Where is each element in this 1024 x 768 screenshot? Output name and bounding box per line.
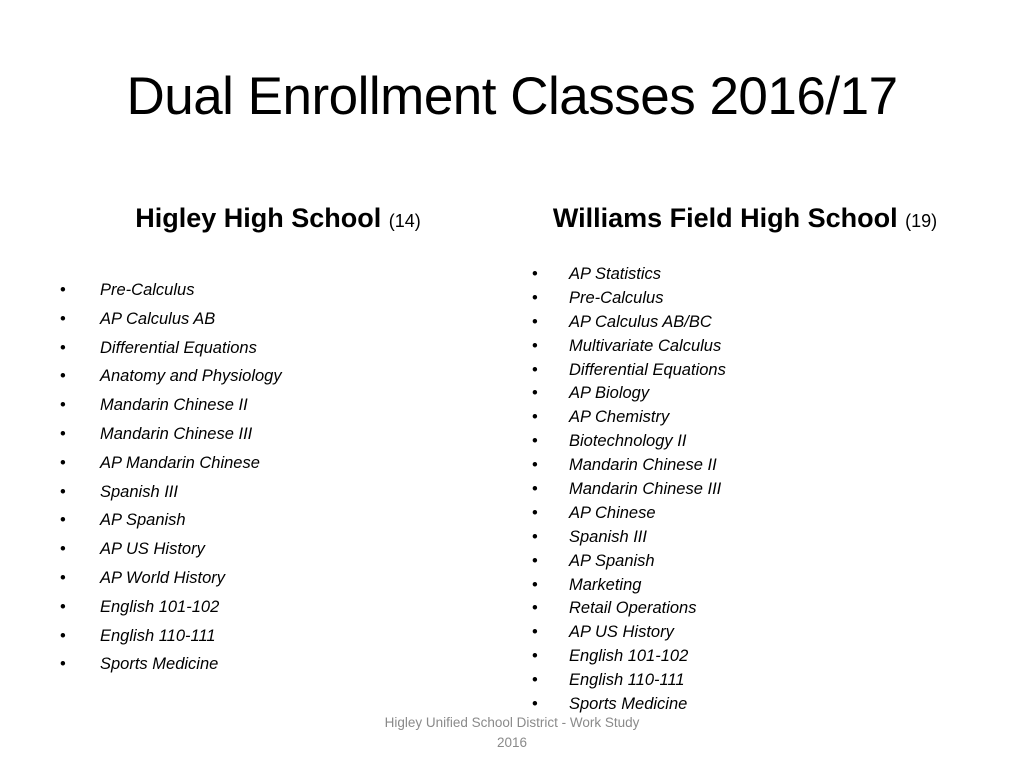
class-name: Multivariate Calculus	[569, 336, 722, 355]
list-item	[60, 564, 282, 593]
list-item	[60, 334, 282, 363]
slide-footer	[352, 713, 672, 753]
bullet-icon: •	[60, 281, 66, 299]
class-name: AP Calculus AB	[100, 309, 216, 328]
bullet-icon: •	[532, 408, 538, 427]
class-name: English 101-102	[569, 647, 689, 666]
bullet-icon: •	[60, 568, 66, 587]
class-name: Differential Equations	[100, 338, 257, 357]
class-name: AP US History	[569, 623, 674, 642]
class-name: English 110-111	[100, 626, 216, 645]
list-item	[532, 574, 726, 598]
bullet-icon: •	[60, 424, 66, 443]
class-name: English 101-102	[100, 597, 220, 616]
class-name: Pre-Calculus	[100, 281, 195, 299]
bullet-icon: •	[532, 503, 538, 522]
bullet-icon: •	[60, 453, 66, 472]
bullet-icon: •	[60, 338, 66, 357]
bullet-icon: •	[60, 309, 66, 328]
class-name: AP Calculus AB/BC	[569, 312, 712, 331]
list-item	[532, 597, 726, 621]
bullet-icon: •	[60, 396, 66, 415]
higley-high-school-heading	[78, 198, 478, 241]
list-item	[60, 535, 282, 564]
bullet-icon: •	[532, 551, 538, 570]
class-name: Mandarin Chinese II	[569, 456, 717, 475]
list-item	[60, 593, 282, 622]
list-item	[60, 650, 282, 679]
class-name: Mandarin Chinese III	[100, 424, 253, 443]
class-name: Anatomy and Physiology	[100, 367, 282, 386]
bullet-icon: •	[532, 527, 538, 546]
bullet-icon: •	[532, 623, 538, 642]
bullet-icon: •	[532, 265, 538, 283]
class-name: Spanish III	[569, 527, 647, 546]
class-count: (14)	[388, 211, 421, 231]
bullet-icon: •	[60, 655, 66, 674]
list-item	[532, 311, 726, 335]
class-name: Differential Equations	[569, 360, 726, 379]
slide-title: Dual Enrollment Classes 2016/17	[126, 67, 898, 126]
list-item	[60, 391, 282, 420]
bullet-icon: •	[60, 597, 66, 616]
bullet-icon: •	[532, 288, 538, 307]
bullet-icon: •	[532, 312, 538, 331]
class-name: Mandarin Chinese III	[569, 480, 722, 499]
class-name: English 110-111	[569, 671, 685, 690]
class-name: Sports Medicine	[100, 655, 219, 674]
list-item	[532, 263, 726, 287]
list-item	[532, 430, 726, 454]
school-name: Williams Field High School	[552, 203, 898, 233]
list-item	[60, 449, 282, 478]
bullet-icon: •	[532, 360, 538, 379]
class-name: AP Mandarin Chinese	[100, 453, 260, 472]
list-item	[532, 621, 726, 645]
list-item	[60, 622, 282, 651]
bullet-icon: •	[532, 575, 538, 594]
class-name: Sports Medicine	[569, 695, 688, 714]
class-name: Mandarin Chinese II	[100, 396, 248, 415]
class-name: AP Spanish	[569, 551, 655, 570]
school-name: Higley High School	[135, 203, 382, 233]
bullet-icon: •	[532, 456, 538, 475]
class-name: Marketing	[569, 575, 642, 594]
footer-line: 2016	[496, 735, 528, 750]
list-item	[60, 420, 282, 449]
bullet-icon: •	[532, 336, 538, 355]
williams-field-class-list	[532, 263, 726, 717]
class-name: AP Chemistry	[569, 408, 670, 427]
class-name: Biotechnology II	[569, 432, 687, 451]
bullet-icon: •	[532, 432, 538, 451]
bullet-icon: •	[60, 482, 66, 501]
bullet-icon: •	[532, 480, 538, 499]
higley-class-list	[60, 276, 282, 679]
list-item	[532, 645, 726, 669]
list-item	[60, 506, 282, 535]
bullet-icon: •	[532, 647, 538, 666]
bullet-icon: •	[60, 626, 66, 645]
list-item	[60, 362, 282, 391]
class-name: Retail Operations	[569, 599, 697, 618]
footer-line: Higley Unified School District - Work Study	[384, 715, 640, 730]
list-item	[532, 382, 726, 406]
class-name: AP World History	[100, 568, 225, 587]
class-name: AP Spanish	[100, 511, 186, 530]
class-name: AP US History	[100, 540, 205, 559]
list-item	[532, 550, 726, 574]
list-item	[532, 478, 726, 502]
class-name: AP Statistics	[569, 265, 661, 283]
bullet-icon: •	[60, 367, 66, 386]
list-item	[532, 335, 726, 359]
class-name: AP Biology	[569, 384, 650, 403]
list-item	[532, 287, 726, 311]
list-item	[532, 526, 726, 550]
list-item	[60, 478, 282, 507]
class-name: AP Chinese	[569, 503, 656, 522]
list-item	[532, 359, 726, 383]
class-name: Spanish III	[100, 482, 178, 501]
bullet-icon: •	[532, 599, 538, 618]
bullet-icon: •	[532, 695, 538, 714]
class-count: (19)	[905, 211, 938, 231]
list-item	[60, 276, 282, 305]
list-item	[532, 454, 726, 478]
list-item	[60, 305, 282, 334]
bullet-icon: •	[532, 384, 538, 403]
bullet-icon: •	[60, 511, 66, 530]
bullet-icon: •	[60, 540, 66, 559]
list-item	[532, 502, 726, 526]
williams-field-high-school-heading	[500, 198, 990, 241]
list-item	[532, 406, 726, 430]
class-name: Pre-Calculus	[569, 288, 664, 307]
list-item	[532, 669, 726, 693]
bullet-icon: •	[532, 671, 538, 690]
